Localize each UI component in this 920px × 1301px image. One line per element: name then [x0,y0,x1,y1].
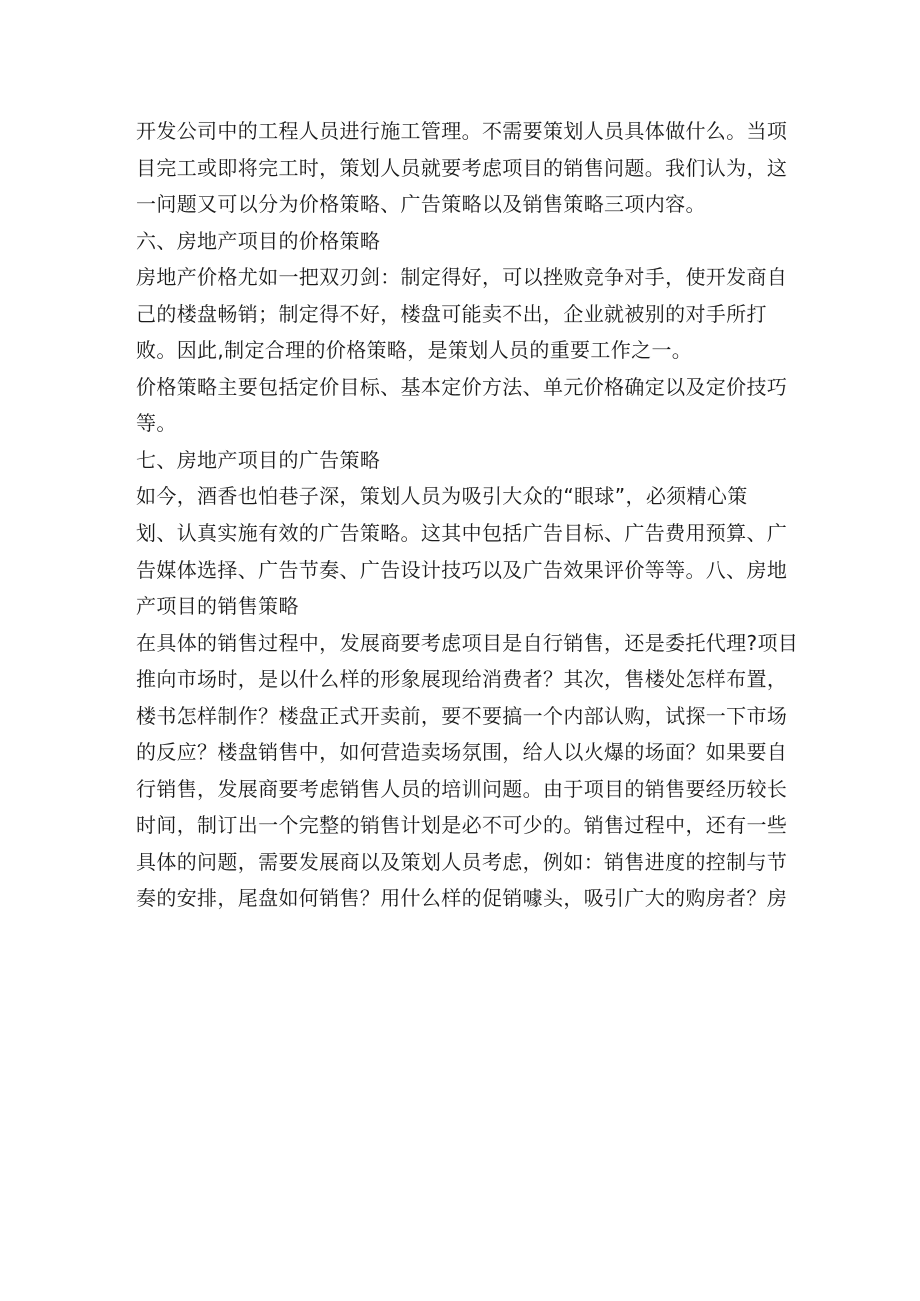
text-line: 行销售，发展商要考虑销售人员的培训问题。由于项目的销售要经历较长 [136,776,788,801]
section-heading: 七、房地产项目的广告策略 [136,447,381,472]
text-line: 划、认真实施有效的广告策略。这其中包括广告目标、广告费用预算、广 [136,521,788,546]
text-line: 等。 [136,411,177,436]
body-text [136,113,799,917]
text-line: 奏的安排，尾盘如何销售？用什么样的促销噱头，吸引广大的购房者？房 [136,886,788,911]
text-line: 时间，制订出一个完整的销售计划是必不可少的。销售过程中，还有一些 [136,813,788,838]
text-line: 楼书怎样制作？楼盘正式开卖前，要不要搞一个内部认购，试探一下市场 [136,703,788,728]
text-line: 开发公司中的工程人员进行施工管理。不需要策划人员具体做什么。当项 [136,119,788,143]
text-line: 具体的问题，需要发展商以及策划人员考虑，例如：销售进度的控制与节 [136,849,788,874]
text-line: 的反应？楼盘销售中，如何营造卖场氛围，给人以火爆的场面？如果要自 [136,740,788,765]
text-line: 败。因此,制定合理的价格策略，是策划人员的重要工作之一。 [136,338,693,363]
text-line: 房地产价格尤如一把双刃剑：制定得好，可以挫败竞争对手，使开发商自 [136,265,788,290]
section-heading: 六、房地产项目的价格策略 [136,228,381,253]
text-line: 一问题又可以分为价格策略、广告策略以及销售策略三项内容。 [136,192,706,217]
text-line: 告媒体选择、广告节奏、广告设计技巧以及广告效果评价等等。八、房地 [136,557,788,582]
text-line: 己的楼盘畅销；制定得不好，楼盘可能卖不出，企业就被别的对手所打 [136,301,767,326]
text-line: 推向市场时，是以什么样的形象展现给消费者？其次，售楼处怎样布置， [136,667,788,692]
text-line: 在具体的销售过程中，发展商要考虑项目是自行销售，还是委托代理?项目 [136,630,799,655]
text-line: 目完工或即将完工时，策划人员就要考虑项目的销售问题。我们认为，这 [136,155,788,180]
text-line: 如今，酒香也怕巷子深，策划人员为吸引大众的“眼球”，必须精心策 [136,484,748,509]
text-line: 产项目的销售策略 [136,594,299,619]
text-line: 价格策略主要包括定价目标、基本定价方法、单元价格确定以及定价技巧 [136,374,788,399]
